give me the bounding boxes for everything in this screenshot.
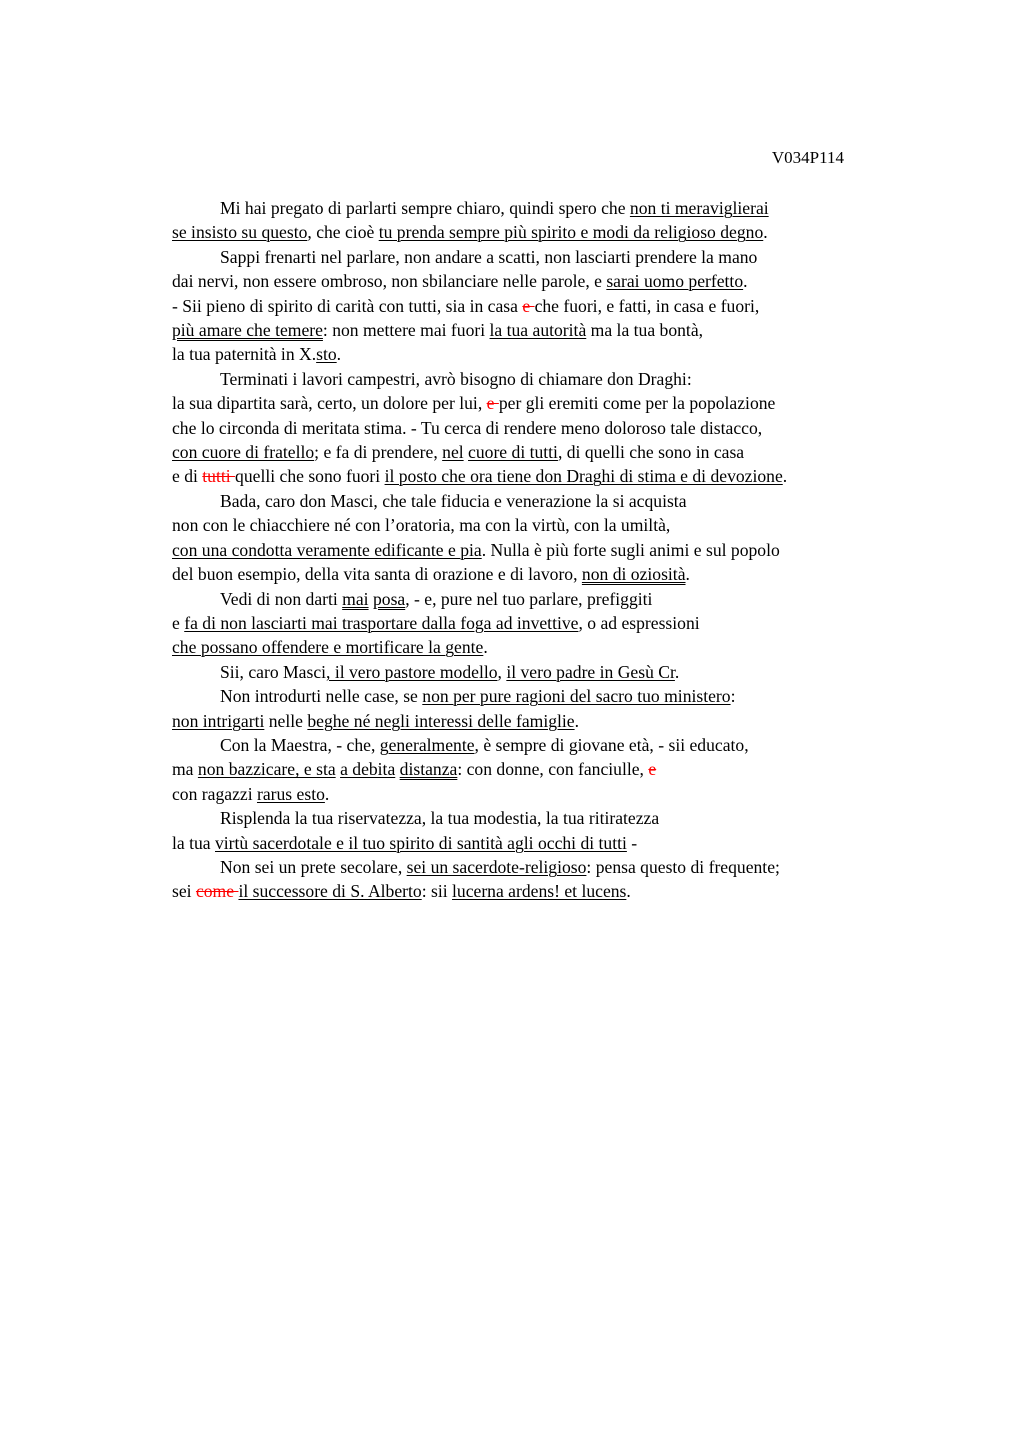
text-segment: , o ad espressioni	[578, 612, 700, 633]
underlined-text: il posto che ora tiene don Draghi di stima e di devozione	[384, 466, 783, 487]
text-segment: , - e, pure nel tuo parlare, prefiggiti	[405, 588, 653, 609]
text-line	[172, 538, 912, 562]
text-segment: e	[172, 612, 185, 633]
text-segment: :	[730, 686, 736, 707]
underlined-text: il vero padre in Gesù Cr	[506, 661, 675, 682]
text-segment: del buon esempio, della vita santa di orazione e di lavoro,	[172, 564, 582, 585]
underlined-text: non bazzicare, e sta	[197, 759, 336, 780]
underlined-text: la tua autorità	[489, 320, 587, 341]
text-segment: Sii, caro Masci	[220, 661, 327, 682]
text-segment: -	[626, 832, 638, 853]
struck-out-text: e	[648, 759, 657, 780]
text-segment: - Sii pieno di spirito di carità con tutti, sia in casa	[172, 295, 523, 316]
underlined-text: sto	[316, 344, 337, 365]
text-segment: .	[685, 564, 690, 585]
text-segment: per gli eremiti come per la popolazione	[498, 393, 776, 414]
text-segment: .	[336, 344, 342, 365]
text-line	[172, 587, 912, 611]
text-line	[172, 196, 912, 220]
text-line	[172, 757, 912, 781]
text-line	[172, 367, 912, 391]
underlined-text: nel	[442, 442, 464, 463]
text-segment: non con le chiacchiere né con l’oratoria, ma con la virtù, con la umiltà,	[172, 515, 671, 536]
text-segment: Risplenda la tua riservatezza, la tua modestia, la tua ritiratezza	[220, 808, 660, 829]
text-line	[172, 684, 912, 708]
underlined-text: il successore di S. Alberto	[238, 881, 422, 902]
underlined-text: sei un sacerdote-religioso	[406, 856, 587, 877]
text-segment: ma	[172, 759, 198, 780]
text-segment: .	[674, 661, 680, 682]
text-segment: Bada, caro don Masci, che tale fiducia e venerazione la si acquista	[220, 490, 687, 511]
text-segment: che fuori, e fatti, in casa e fuori,	[534, 295, 760, 316]
text-segment: : sii	[421, 881, 453, 902]
text-segment: la sua dipartita sarà, certo, un dolore per lui,	[172, 393, 487, 414]
text-segment: Vedi di non darti	[220, 588, 343, 609]
text-line	[172, 562, 912, 586]
text-segment: e di	[172, 466, 203, 487]
underlined-text: beghe né negli interessi delle famiglie	[307, 710, 575, 731]
text-segment: Con la Maestra, - che,	[220, 734, 380, 755]
text-segment: Non introdurti nelle case, se	[220, 686, 423, 707]
double-underlined-text: distanza	[399, 759, 458, 780]
underlined-text: virtù sacerdotale e il tuo spirito di santità agli occhi di tutti	[215, 832, 627, 853]
text-segment: .	[483, 637, 488, 658]
text-segment: con ragazzi	[172, 783, 257, 804]
underlined-text: , il vero pastore modello	[326, 661, 498, 682]
struck-out-text: e	[522, 295, 535, 316]
text-segment: .	[743, 271, 748, 292]
text-line	[172, 611, 912, 635]
text-segment: ma la tua bontà,	[586, 320, 704, 341]
double-underlined-text: mai	[342, 588, 369, 609]
underlined-text: generalmente	[379, 734, 475, 755]
underlined-text: tu prenda sempre più spirito e modi da religioso degno	[378, 222, 764, 243]
text-line	[172, 294, 912, 318]
text-segment: , di quelli che sono in casa	[557, 442, 745, 463]
text-segment: dai nervi, non essere ombroso, non sbilanciare nelle parole, e	[172, 271, 607, 292]
underlined-text: non ti meraviglierai	[629, 198, 769, 218]
underlined-text: rarus esto	[256, 783, 325, 804]
text-line	[172, 855, 912, 879]
text-line	[172, 660, 912, 684]
text-segment: Non sei un prete secolare,	[220, 856, 407, 877]
struck-out-text: tutti	[202, 466, 236, 487]
letter-body	[172, 196, 912, 904]
underlined-text: a debita	[340, 759, 396, 780]
text-line	[172, 831, 912, 855]
text-segment: , è sempre di giovane età, - sii educato,	[474, 734, 749, 755]
text-line	[172, 391, 912, 415]
underlined-text: se insisto su questo	[172, 222, 308, 243]
double-underlined-text: posa	[372, 588, 406, 609]
text-segment: .	[763, 222, 768, 243]
text-segment: .	[574, 710, 579, 731]
text-line	[172, 635, 912, 659]
text-line	[172, 464, 912, 488]
underlined-text: sarai uomo perfetto	[606, 271, 744, 292]
text-segment: Mi hai pregato di parlarti sempre chiaro, quindi spero che	[220, 198, 630, 218]
text-segment: la tua	[172, 832, 215, 853]
text-segment: nelle	[264, 710, 308, 731]
underlined-text: lucerna ardens! et lucens	[452, 881, 627, 902]
text-segment: : pensa questo di frequente;	[586, 856, 780, 877]
text-segment: ; e fa di prendere,	[314, 442, 443, 463]
struck-out-text: e	[486, 393, 499, 414]
text-line	[172, 489, 912, 513]
text-line	[172, 416, 912, 440]
underlined-text: con una condotta veramente edificante e pia	[172, 539, 482, 560]
text-segment: .	[324, 783, 330, 804]
text-segment: .	[782, 466, 788, 487]
text-segment: la tua paternità in X.	[172, 344, 317, 365]
text-line	[172, 440, 912, 464]
text-segment: sei	[172, 881, 196, 902]
text-line	[172, 245, 912, 269]
text-line	[172, 709, 912, 733]
text-line	[172, 220, 912, 244]
text-segment: quelli che sono fuori	[235, 466, 385, 487]
page-code: V034P114	[771, 148, 844, 167]
text-line	[172, 513, 912, 537]
text-segment: ,	[497, 661, 507, 682]
text-line	[172, 318, 912, 342]
underlined-text: fa di non lasciarti mai trasportare dalla foga ad invettive	[184, 612, 579, 633]
text-segment: .	[626, 881, 631, 902]
double-underlined-text: più amare che temere	[172, 320, 323, 341]
double-underlined-text: non di oziosità	[581, 564, 686, 585]
underlined-text: cuore di tutti	[468, 442, 558, 463]
underlined-text: non intrigarti	[172, 710, 265, 731]
underlined-text: non per pure ragioni del sacro tuo ministero	[422, 686, 731, 707]
text-line	[172, 806, 912, 830]
struck-out-text: come	[195, 881, 239, 902]
text-line	[172, 782, 912, 806]
text-segment: Sappi frenarti nel parlare, non andare a scatti, non lasciarti prendere la mano	[220, 246, 758, 267]
text-segment: , che cioè	[307, 222, 379, 243]
text-segment: che lo circonda di meritata stima. - Tu cerca di rendere meno doloroso tale distacco,	[172, 417, 763, 438]
text-line	[172, 269, 912, 293]
underlined-text: che possano offendere e mortificare la gente	[172, 637, 484, 658]
text-line	[172, 342, 912, 366]
text-segment: Terminati i lavori campestri, avrò bisogno di chiamare don Draghi:	[220, 368, 692, 389]
text-segment: : con donne, con fanciulle,	[457, 759, 649, 780]
text-line	[172, 879, 912, 903]
text-segment: : non mettere mai fuori	[322, 320, 490, 341]
text-segment: . Nulla è più forte sugli animi e sul popolo	[481, 539, 780, 560]
underlined-text: con cuore di fratello	[172, 442, 315, 463]
text-line	[172, 733, 912, 757]
